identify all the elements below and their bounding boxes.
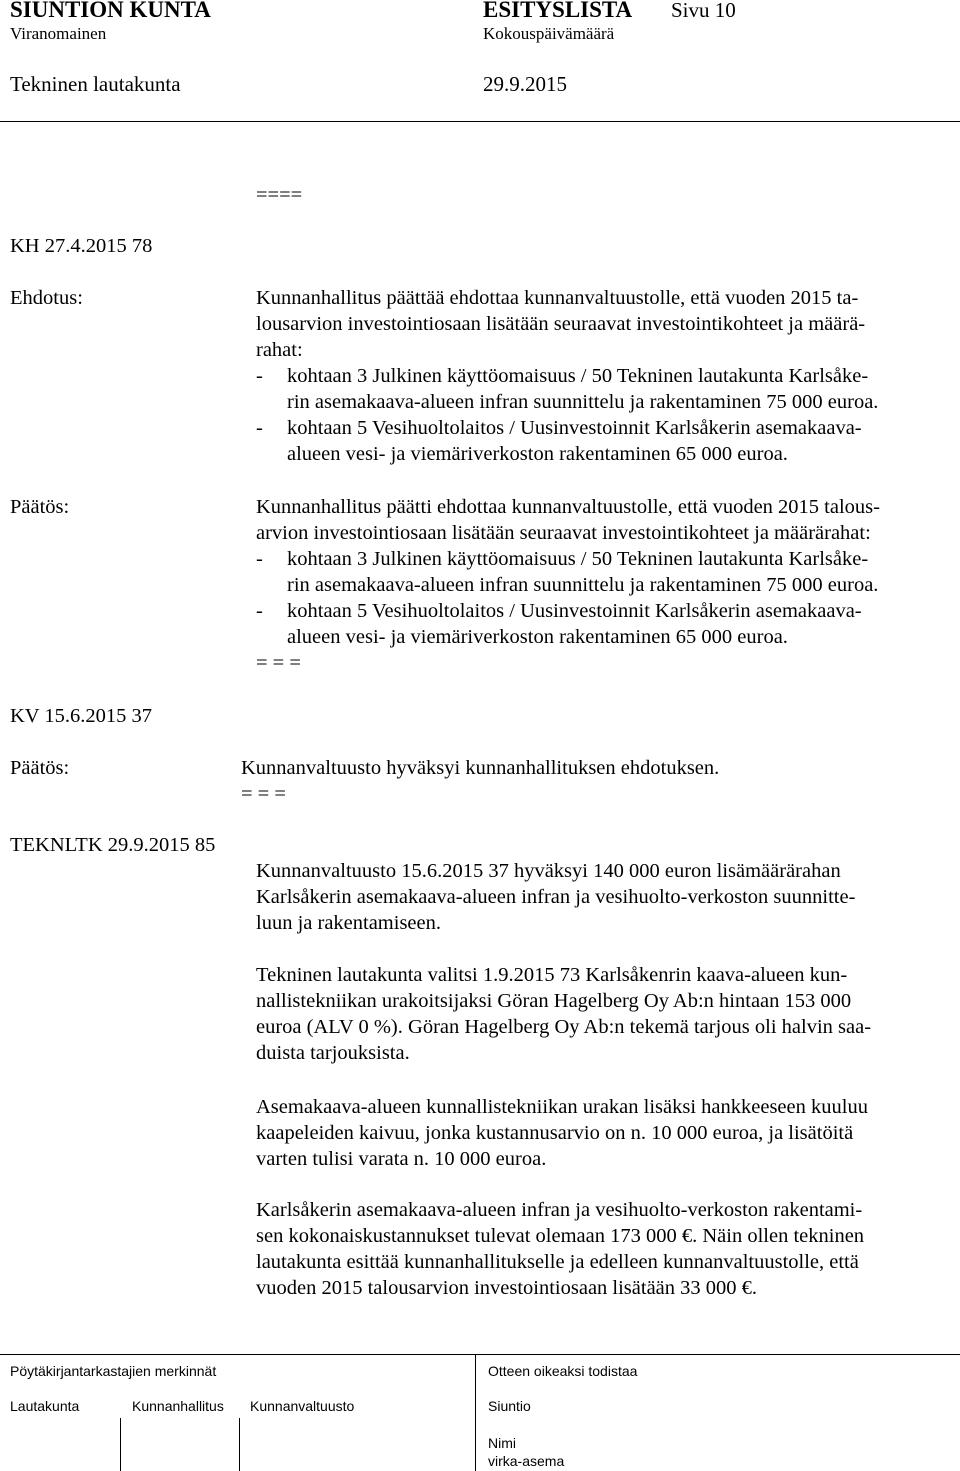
paragraph <box>256 1094 868 1172</box>
list-dash: - <box>256 600 263 622</box>
text-line: Kunnanvaltuusto hyväksyi kunnanhallituksen ehdotuksen. <box>241 757 720 779</box>
text-line: Karlsåkerin asemakaava-alueen infran ja vesihuolto-verkoston rakentami- <box>256 1199 863 1221</box>
text-line: kohtaan 3 Julkinen käyttöomaisuus / 50 Tekninen lautakunta Karlsåke- <box>287 365 869 387</box>
kv-reference: KV 15.6.2015 37 <box>10 705 152 727</box>
ehdotus-label: Ehdotus: <box>10 287 83 309</box>
text-line: rahat: <box>256 339 303 361</box>
text-line: varten tulisi varata n. 10 000 euroa. <box>256 1148 547 1170</box>
separator: = = = <box>241 783 286 805</box>
footer-column-divider <box>475 1355 476 1471</box>
paragraph <box>256 1197 864 1301</box>
paatos-text <box>256 494 956 676</box>
text-line: lousarvion investointiosaan lisätään seuraavat investointikohteet ja määrä- <box>256 313 866 335</box>
signature-kunnanhallitus: Kunnanhallitus <box>132 1398 224 1414</box>
text-line: kohtaan 5 Vesihuoltolaitos / Uusinvestoinnit Karlsåkerin asemakaava- <box>287 600 862 622</box>
certified-label: Otteen oikeaksi todistaa <box>488 1363 638 1379</box>
text-line: vuoden 2015 talousarvion investointiosaan lisätään 33 000 €. <box>256 1277 758 1299</box>
text-line: Kunnanhallitus päätti ehdottaa kunnanvaltuustolle, että vuoden 2015 talous- <box>256 496 880 518</box>
paatos-label: Päätös: <box>10 757 70 779</box>
paragraph <box>256 858 855 936</box>
text-line: sen kokonaiskustannukset tulevat olemaan 173 000 €. Näin ollen tekninen <box>256 1225 865 1247</box>
list-item <box>256 546 956 598</box>
header-divider <box>0 121 960 122</box>
text-line: lautakunta esittää kunnanhallitukselle ja edelleen kunnanvaltuustolle, että <box>256 1251 859 1273</box>
paragraph <box>256 962 871 1066</box>
text-line: Asemakaava-alueen kunnallistekniikan urakan lisäksi hankkeeseen kuuluu <box>256 1096 868 1118</box>
list-item <box>256 598 956 650</box>
authority-label: Viranomainen <box>10 24 107 43</box>
signature-lautakunta: Lautakunta <box>10 1398 80 1414</box>
list-item <box>256 363 946 415</box>
footer-signature-divider <box>239 1418 240 1471</box>
text-line: rin asemakaava-alueen infran suunnittelu ja rakentaminen 75 000 euroa. <box>287 574 879 596</box>
ehdotus-text <box>256 285 946 467</box>
text-line: arvion investointiosaan lisätään seuraavat investointikohteet ja määrärahat: <box>256 522 871 544</box>
municipality-name: SIUNTION KUNTA <box>10 0 211 22</box>
separator: = = = <box>256 652 301 674</box>
paatos-text <box>241 755 719 807</box>
text-line: kohtaan 3 Julkinen käyttöomaisuus / 50 Tekninen lautakunta Karlsåke- <box>287 548 869 570</box>
committee-name: Tekninen lautakunta <box>10 72 181 96</box>
kh-reference: KH 27.4.2015 78 <box>10 235 153 257</box>
text-line: Tekninen lautakunta valitsi 1.9.2015 73 Karlsåkenrin kaava-alueen kun- <box>256 964 848 986</box>
inspectors-label: Pöytäkirjantarkastajien merkinnät <box>10 1363 217 1379</box>
list-dash: - <box>256 417 263 439</box>
text-line: Kunnanhallitus päättää ehdottaa kunnanvaltuustolle, että vuoden 2015 ta- <box>256 287 859 309</box>
teknltk-reference: TEKNLTK 29.9.2015 85 <box>10 834 216 856</box>
paatos-label: Päätös: <box>10 496 70 518</box>
signature-kunnanvaltuusto: Kunnanvaltuusto <box>250 1398 355 1414</box>
place-label: Siuntio <box>488 1398 531 1414</box>
text-line: kohtaan 5 Vesihuoltolaitos / Uusinvestoinnit Karlsåkerin asemakaava- <box>287 417 862 439</box>
document-type: ESITYSLISTA <box>483 0 633 22</box>
separator: ==== <box>256 184 303 206</box>
text-line: luun ja rakentamiseen. <box>256 912 442 934</box>
text-line: alueen vesi- ja viemäriverkoston rakentaminen 65 000 euroa. <box>287 626 788 648</box>
text-line: Karlsåkerin asemakaava-alueen infran ja vesihuolto-verkoston suunnitte- <box>256 886 856 908</box>
list-dash: - <box>256 365 263 387</box>
meeting-date-label: Kokouspäivämäärä <box>483 24 615 43</box>
meeting-date: 29.9.2015 <box>483 72 567 96</box>
list-item <box>256 415 946 467</box>
text-line: euroa (ALV 0 %). Göran Hagelberg Oy Ab:n tekemä tarjous oli halvin saa- <box>256 1016 872 1038</box>
position-label: virka-asema <box>488 1453 565 1469</box>
text-line: Kunnanvaltuusto 15.6.2015 37 hyväksyi 140 000 euron lisämäärärahan <box>256 860 841 882</box>
text-line: duista tarjouksista. <box>256 1042 410 1064</box>
text-line: nallistekniikan urakoitsijaksi Göran Hagelberg Oy Ab:n hintaan 153 000 <box>256 990 852 1012</box>
list-dash: - <box>256 548 263 570</box>
text-line: rin asemakaava-alueen infran suunnittelu ja rakentaminen 75 000 euroa. <box>287 391 879 413</box>
text-line: kaapeleiden kaivuu, jonka kustannusarvio on n. 10 000 euroa, ja lisätöitä <box>256 1122 854 1144</box>
page-number: Sivu 10 <box>671 0 736 22</box>
text-line: alueen vesi- ja viemäriverkoston rakentaminen 65 000 euroa. <box>287 443 788 465</box>
footer-divider <box>0 1354 960 1355</box>
name-label: Nimi <box>488 1435 516 1451</box>
footer-signature-divider <box>120 1418 121 1471</box>
